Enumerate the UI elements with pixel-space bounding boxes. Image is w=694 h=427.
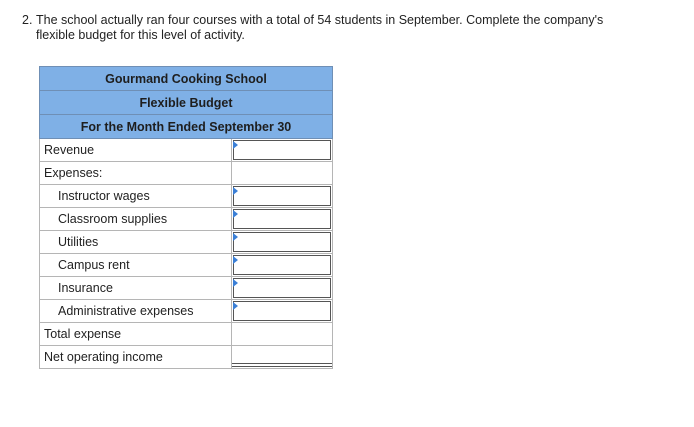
input-box[interactable]	[233, 209, 331, 229]
company-name-header: Gourmand Cooking School	[40, 67, 333, 91]
input-box[interactable]	[233, 186, 331, 206]
input-marker-icon	[233, 187, 238, 195]
row-total-expense	[40, 323, 333, 346]
row-label: Administrative expenses	[40, 300, 232, 323]
net-operating-income-cell	[232, 346, 333, 369]
question-text	[22, 13, 662, 43]
row-label: Instructor wages	[40, 185, 232, 208]
question-line-1-text: The school actually ran four courses with a total of 54 students in September. Complete the company's	[36, 13, 604, 27]
row-net-operating-income	[40, 346, 333, 369]
input-box[interactable]	[233, 301, 331, 321]
row-label: Expenses:	[40, 162, 232, 185]
administrative-expenses-input[interactable]	[232, 300, 333, 323]
row-utilities	[40, 231, 333, 254]
question-line-2: flexible budget for this level of activity.	[36, 28, 245, 42]
input-marker-icon	[233, 279, 238, 287]
classroom-supplies-input[interactable]	[232, 208, 333, 231]
row-label: Classroom supplies	[40, 208, 232, 231]
row-expenses-heading	[40, 162, 333, 185]
row-insurance	[40, 277, 333, 300]
instructor-wages-input[interactable]	[232, 185, 333, 208]
input-box[interactable]	[233, 255, 331, 275]
row-label: Utilities	[40, 231, 232, 254]
row-label: Campus rent	[40, 254, 232, 277]
flexible-budget-table	[39, 66, 333, 369]
input-box[interactable]	[233, 140, 331, 160]
question-number: 2.	[22, 13, 33, 27]
input-box[interactable]	[233, 232, 331, 252]
row-label: Revenue	[40, 139, 232, 162]
row-instructor-wages	[40, 185, 333, 208]
empty-cell	[232, 162, 333, 185]
statement-title-header: Flexible Budget	[40, 91, 333, 115]
row-label: Net operating income	[40, 346, 232, 369]
row-classroom-supplies	[40, 208, 333, 231]
input-marker-icon	[233, 233, 238, 241]
input-marker-icon	[233, 210, 238, 218]
insurance-input[interactable]	[232, 277, 333, 300]
revenue-input[interactable]	[232, 139, 333, 162]
row-label: Insurance	[40, 277, 232, 300]
input-box[interactable]	[233, 278, 331, 298]
campus-rent-input[interactable]	[232, 254, 333, 277]
row-administrative-expenses	[40, 300, 333, 323]
double-underline	[232, 363, 332, 367]
row-campus-rent	[40, 254, 333, 277]
period-header: For the Month Ended September 30	[40, 115, 333, 139]
total-expense-cell	[232, 323, 333, 346]
input-marker-icon	[233, 141, 238, 149]
row-revenue	[40, 139, 333, 162]
question-line-1	[22, 13, 662, 28]
input-marker-icon	[233, 256, 238, 264]
row-label: Total expense	[40, 323, 232, 346]
input-marker-icon	[233, 302, 238, 310]
utilities-input[interactable]	[232, 231, 333, 254]
